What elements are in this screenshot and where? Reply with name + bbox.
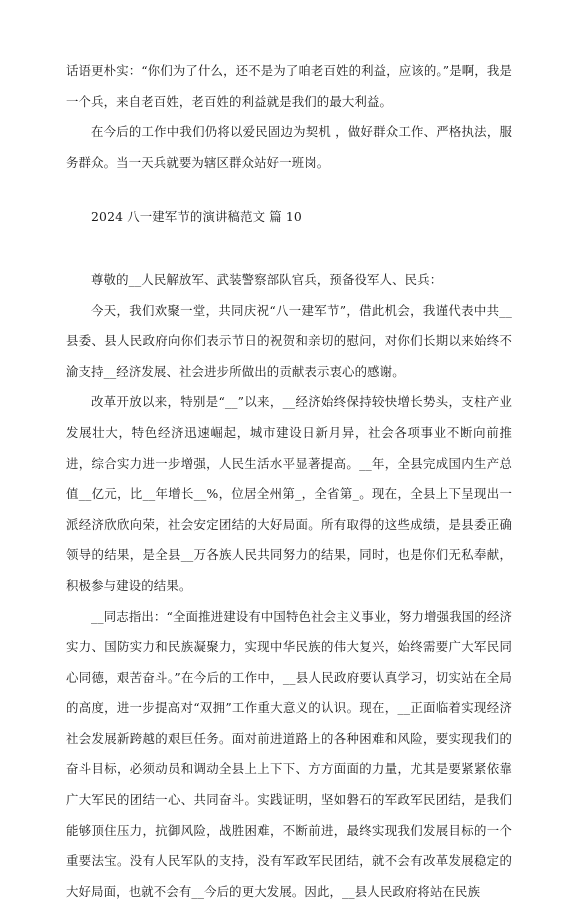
- intro-paragraph-continued: 话语更朴实：“你们为了什么，还不是为了咱老百姓的利益，应该的。”是啊，我是一个兵，来自老百姓，老百姓的利益就是我们的最大利益。: [66, 56, 512, 117]
- intro-paragraph-closing: 在今后的工作中我们仍将以爱民固边为契机 ，做好群众工作、严格执法，服务群众。当一天兵就要为辖区群众站好一班岗。: [66, 117, 512, 178]
- speech-paragraph-achievements: 改革开放以来，特别是“__”以来，__经济始终保持较快增长势头，支柱产业发展壮大，特色经济迅速崛起，城市建设日新月异，社会各项事业不断向前推进，综合实力进一步增强，人民生活水平显著提高。__年，全县完成国内生产总值__亿元，比__年增长__%，位居全州第_，全省第_。现在，全县上下呈现出一派经济欣欣向荣，社会安定团结的大好局面。所有取得的这些成绩，是县委正确领导的结果，是全县__万各族人民共同努力的结果，同时，也是你们无私奉献，积极参与建设的结果。: [66, 387, 512, 601]
- speech-paragraph-unity: __同志指出：“全面推进建设有中国特色社会主义事业，努力增强我国的经济实力、国防实力和民族凝聚力，实现中华民族的伟大复兴，始终需要广大军民同心同德，艰苦奋斗。”在今后的工作中，__县人民政府要认真学习，切实站在全局的高度，进一步提高对“双拥”工作重大意义的认识。现在，__正面临着实现经济社会发展新跨越的艰巨任务。面对前进道路上的各种困难和风险，要实现我们的奋斗目标，必须动员和调动全县上上下下、方方面面的力量，尤其是要紧紧依靠广大军民的团结一心、共同奋斗。实践证明，坚如磐石的军政军民团结，是我们能够顶住压力，抗御风险，战胜困难，不断前进，最终实现我们发展目标的一个重要法宝。没有人民军队的支持，没有军政军民团结，就不会有改革发展稳定的大好局面，也就不会有__今后的更大发展。因此，__县人民政府将站在民族: [66, 602, 512, 907]
- section-spacer: [66, 233, 512, 265]
- speech-salutation: 尊敬的__人民解放军、武装警察部队官兵，预备役军人、民兵：: [66, 265, 512, 296]
- section-title: 2024 八一建军节的演讲稿范文 篇 10: [66, 202, 512, 233]
- speech-paragraph-greeting: 今天，我们欢聚一堂，共同庆祝“八一建军节”，借此机会，我谨代表中共__县委、县人民政府向你们表示节日的祝贺和亲切的慰问，对你们长期以来始终不渝支持__经济发展、社会进步所做出的贡献表示衷心的感谢。: [66, 296, 512, 388]
- document-page: [66, 56, 512, 907]
